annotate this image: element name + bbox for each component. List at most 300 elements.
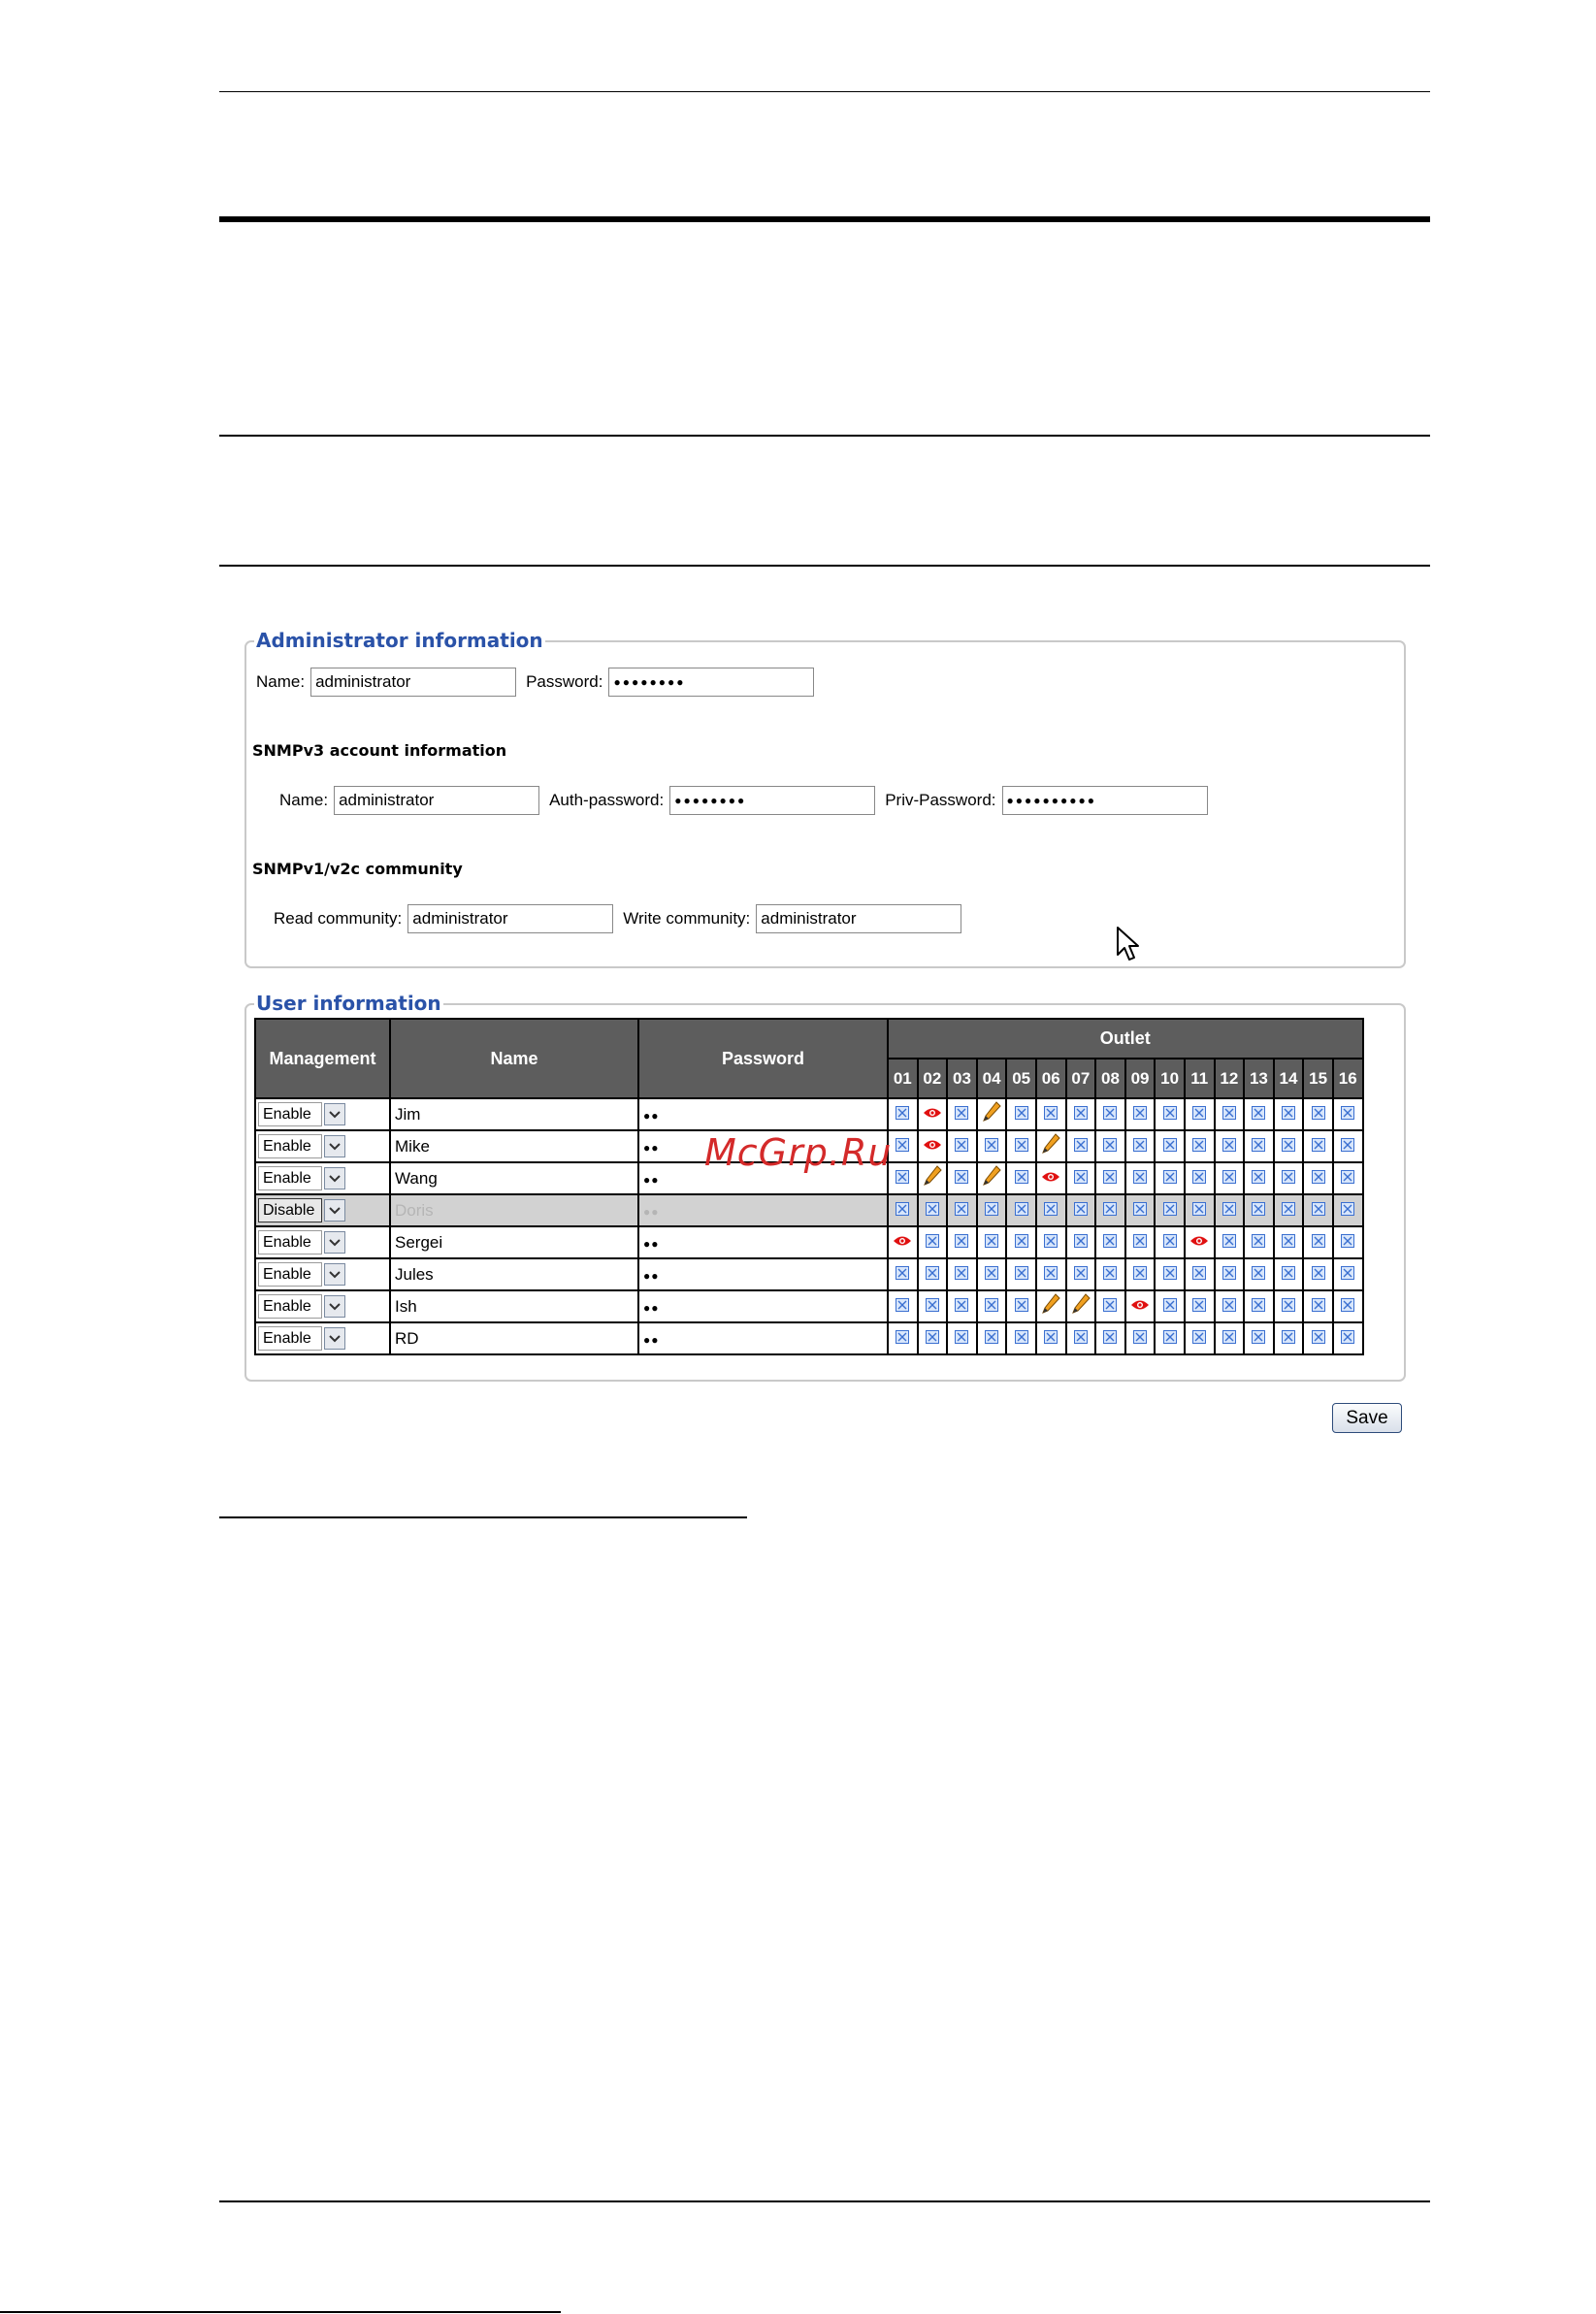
deny-checkbox-icon[interactable] xyxy=(1312,1201,1325,1221)
priv-password-input[interactable]: ●●●●●●●●●● xyxy=(1002,786,1208,815)
deny-checkbox-icon[interactable] xyxy=(1163,1297,1177,1317)
outlet-permission-cell xyxy=(1155,1098,1185,1130)
deny-checkbox-icon[interactable] xyxy=(1222,1105,1236,1124)
deny-checkbox-icon[interactable] xyxy=(1103,1297,1117,1317)
deny-checkbox-icon[interactable] xyxy=(1341,1265,1354,1285)
admin-row xyxy=(256,668,814,697)
user-password: ●● xyxy=(643,1236,660,1251)
outlet-permission-cell xyxy=(1036,1098,1066,1130)
outlet-number-header: 09 xyxy=(1125,1059,1156,1098)
outlet-permission-cell xyxy=(1274,1162,1304,1194)
write-community-input[interactable]: administrator xyxy=(756,904,961,933)
priv-password-label: Priv-Password: xyxy=(885,791,996,809)
admin-name-input[interactable]: administrator xyxy=(310,668,516,697)
deny-checkbox-icon[interactable] xyxy=(1312,1169,1325,1189)
chevron-down-icon[interactable] xyxy=(324,1327,345,1350)
outlet-permission-cell xyxy=(1244,1130,1274,1162)
outlet-permission-cell xyxy=(1274,1258,1304,1290)
deny-checkbox-icon[interactable] xyxy=(1103,1329,1117,1349)
chevron-down-icon[interactable] xyxy=(324,1199,345,1222)
outlet-permission-cell xyxy=(1095,1162,1125,1194)
outlet-permission-cell xyxy=(918,1130,948,1162)
outlet-permission-cell xyxy=(1095,1290,1125,1322)
deny-checkbox-icon[interactable] xyxy=(1192,1169,1206,1189)
outlet-permission-cell xyxy=(1333,1098,1363,1130)
user-name: Jules xyxy=(395,1264,434,1284)
outlet-permission-cell xyxy=(1006,1162,1036,1194)
deny-checkbox-icon[interactable] xyxy=(1133,1233,1147,1253)
outlet-permission-cell xyxy=(1303,1290,1333,1322)
deny-checkbox-icon[interactable] xyxy=(1015,1137,1028,1157)
pencil-icon[interactable] xyxy=(982,1165,1001,1191)
outlet-permission-cell xyxy=(1066,1162,1096,1194)
outlet-number-header: 14 xyxy=(1274,1059,1304,1098)
deny-checkbox-icon[interactable] xyxy=(1282,1169,1295,1189)
outlet-permission-cell xyxy=(1095,1322,1125,1354)
deny-checkbox-icon[interactable] xyxy=(1163,1201,1177,1221)
deny-checkbox-icon[interactable] xyxy=(1282,1297,1295,1317)
deny-checkbox-icon[interactable] xyxy=(955,1297,968,1317)
deny-checkbox-icon[interactable] xyxy=(926,1329,939,1349)
deny-checkbox-icon[interactable] xyxy=(955,1169,968,1189)
deny-checkbox-icon[interactable] xyxy=(985,1265,998,1285)
outlet-number-header: 13 xyxy=(1244,1059,1274,1098)
eye-icon[interactable] xyxy=(1130,1297,1150,1317)
outlet-number-header: 11 xyxy=(1185,1059,1215,1098)
deny-checkbox-icon[interactable] xyxy=(1133,1105,1147,1124)
deny-checkbox-icon[interactable] xyxy=(1133,1201,1147,1221)
outlet-permission-cell xyxy=(1006,1130,1036,1162)
user-password-cell[interactable] xyxy=(638,1194,888,1226)
outlet-permission-cell xyxy=(1215,1162,1245,1194)
outlet-permission-cell xyxy=(1215,1322,1245,1354)
admin-password-input[interactable]: ●●●●●●●● xyxy=(608,668,814,697)
management-cell xyxy=(255,1226,390,1258)
deny-checkbox-icon[interactable] xyxy=(1015,1233,1028,1253)
deny-checkbox-icon[interactable] xyxy=(1252,1265,1265,1285)
deny-checkbox-icon[interactable] xyxy=(1015,1105,1028,1124)
user-name-cell[interactable] xyxy=(390,1162,638,1194)
write-community-label: Write community: xyxy=(623,909,751,928)
outlet-permission-cell xyxy=(1303,1194,1333,1226)
outlet-permission-cell xyxy=(947,1098,977,1130)
deny-checkbox-icon[interactable] xyxy=(1282,1201,1295,1221)
user-name-cell[interactable] xyxy=(390,1226,638,1258)
snmpv3-name-input[interactable]: administrator xyxy=(334,786,539,815)
eye-icon[interactable] xyxy=(1041,1169,1060,1189)
management-select-value: Enable xyxy=(258,1166,322,1190)
deny-checkbox-icon[interactable] xyxy=(1282,1265,1295,1285)
deny-checkbox-icon[interactable] xyxy=(1133,1265,1147,1285)
user-password: ●● xyxy=(643,1140,660,1155)
deny-checkbox-icon[interactable] xyxy=(1044,1329,1058,1349)
deny-checkbox-icon[interactable] xyxy=(1074,1105,1088,1124)
deny-checkbox-icon[interactable] xyxy=(1312,1137,1325,1157)
outlet-permission-cell xyxy=(918,1162,948,1194)
user-info-legend: User information xyxy=(256,992,441,1015)
section-rule-1 xyxy=(219,435,1430,437)
snmpv3-row xyxy=(279,786,1208,815)
outlet-permission-cell xyxy=(1185,1258,1215,1290)
outlet-permission-cell xyxy=(1215,1290,1245,1322)
deny-checkbox-icon[interactable] xyxy=(1103,1233,1117,1253)
deny-checkbox-icon[interactable] xyxy=(985,1201,998,1221)
deny-checkbox-icon[interactable] xyxy=(896,1265,909,1285)
outlet-permission-cell xyxy=(977,1290,1007,1322)
management-select[interactable] xyxy=(258,1230,345,1255)
pencil-icon[interactable] xyxy=(982,1101,1001,1127)
outlet-permission-cell xyxy=(977,1162,1007,1194)
management-select[interactable] xyxy=(258,1262,345,1287)
deny-checkbox-icon[interactable] xyxy=(1341,1105,1354,1124)
outlet-permission-cell xyxy=(1006,1258,1036,1290)
outlet-permission-cell xyxy=(1036,1290,1066,1322)
read-community-input[interactable]: administrator xyxy=(407,904,613,933)
deny-checkbox-icon[interactable] xyxy=(896,1169,909,1189)
deny-checkbox-icon[interactable] xyxy=(1163,1265,1177,1285)
outlet-permission-cell xyxy=(1303,1098,1333,1130)
outlet-number-header: 05 xyxy=(1006,1059,1036,1098)
management-select[interactable] xyxy=(258,1294,345,1319)
deny-checkbox-icon[interactable] xyxy=(1252,1329,1265,1349)
deny-checkbox-icon[interactable] xyxy=(1222,1169,1236,1189)
management-select[interactable] xyxy=(258,1134,345,1158)
deny-checkbox-icon[interactable] xyxy=(1341,1297,1354,1317)
user-name: Ish xyxy=(395,1296,417,1316)
outlet-permission-cell xyxy=(1303,1130,1333,1162)
deny-checkbox-icon[interactable] xyxy=(1163,1233,1177,1253)
auth-password-label: Auth-password: xyxy=(549,791,665,809)
outlet-permission-cell xyxy=(1185,1162,1215,1194)
outlet-permission-cell xyxy=(1125,1322,1156,1354)
user-name-cell[interactable] xyxy=(390,1130,638,1162)
user-name: Wang xyxy=(395,1168,438,1188)
outlet-permission-cell xyxy=(1303,1226,1333,1258)
outlet-permission-cell xyxy=(947,1322,977,1354)
deny-checkbox-icon[interactable] xyxy=(955,1233,968,1253)
snmpv3-name-label: Name: xyxy=(279,791,329,809)
outlet-permission-cell xyxy=(947,1130,977,1162)
outlet-permission-cell xyxy=(1185,1226,1215,1258)
deny-checkbox-icon[interactable] xyxy=(1222,1265,1236,1285)
outlet-permission-cell xyxy=(977,1226,1007,1258)
user-row xyxy=(255,1322,1363,1354)
snmpv1-row xyxy=(274,904,961,933)
outlet-permission-cell xyxy=(1006,1322,1036,1354)
deny-checkbox-icon[interactable] xyxy=(896,1329,909,1349)
user-password-cell[interactable] xyxy=(638,1098,888,1130)
user-table xyxy=(254,1018,1364,1355)
management-header: Management xyxy=(255,1019,390,1098)
outlet-number-header: 07 xyxy=(1066,1059,1096,1098)
deny-checkbox-icon[interactable] xyxy=(1312,1265,1325,1285)
outlet-permission-cell xyxy=(1333,1226,1363,1258)
footnote-rule xyxy=(219,1516,747,1518)
deny-checkbox-icon[interactable] xyxy=(926,1201,939,1221)
user-password: ●● xyxy=(643,1204,660,1219)
outlet-permission-cell xyxy=(1185,1098,1215,1130)
eye-icon[interactable] xyxy=(1189,1233,1209,1253)
deny-checkbox-icon[interactable] xyxy=(1044,1265,1058,1285)
deny-checkbox-icon[interactable] xyxy=(955,1265,968,1285)
deny-checkbox-icon[interactable] xyxy=(896,1297,909,1317)
outlet-permission-cell xyxy=(1155,1290,1185,1322)
management-select[interactable] xyxy=(258,1102,345,1126)
outlet-permission-cell xyxy=(1095,1130,1125,1162)
deny-checkbox-icon[interactable] xyxy=(1163,1105,1177,1124)
management-select-value: Enable xyxy=(258,1262,322,1287)
outlet-permission-cell xyxy=(1244,1162,1274,1194)
outlet-permission-cell xyxy=(1244,1258,1274,1290)
name-header: Name xyxy=(390,1019,638,1098)
outlet-permission-cell xyxy=(1244,1226,1274,1258)
deny-checkbox-icon[interactable] xyxy=(1103,1137,1117,1157)
outlet-permission-cell xyxy=(1155,1226,1185,1258)
outlet-permission-cell xyxy=(977,1194,1007,1226)
deny-checkbox-icon[interactable] xyxy=(1074,1137,1088,1157)
deny-checkbox-icon[interactable] xyxy=(1312,1297,1325,1317)
deny-checkbox-icon[interactable] xyxy=(1252,1201,1265,1221)
chevron-down-icon[interactable] xyxy=(324,1295,345,1318)
outlet-permission-cell xyxy=(888,1098,918,1130)
deny-checkbox-icon[interactable] xyxy=(1252,1137,1265,1157)
deny-checkbox-icon[interactable] xyxy=(1222,1201,1236,1221)
outlet-permission-cell xyxy=(1215,1130,1245,1162)
chapter-rule xyxy=(219,216,1430,222)
user-row xyxy=(255,1098,1363,1130)
deny-checkbox-icon[interactable] xyxy=(1074,1169,1088,1189)
user-name-cell[interactable] xyxy=(390,1258,638,1290)
deny-checkbox-icon[interactable] xyxy=(1074,1233,1088,1253)
deny-checkbox-icon[interactable] xyxy=(1015,1297,1028,1317)
deny-checkbox-icon[interactable] xyxy=(1133,1169,1147,1189)
outlet-permission-cell xyxy=(1333,1290,1363,1322)
outlet-number-header: 06 xyxy=(1036,1059,1066,1098)
outlet-permission-cell xyxy=(1006,1290,1036,1322)
outlet-permission-cell xyxy=(1274,1322,1304,1354)
outlet-permission-cell xyxy=(1244,1098,1274,1130)
deny-checkbox-icon[interactable] xyxy=(896,1137,909,1157)
deny-checkbox-icon[interactable] xyxy=(896,1105,909,1124)
pencil-icon[interactable] xyxy=(1041,1133,1060,1159)
outlet-permission-cell xyxy=(1036,1194,1066,1226)
outlet-permission-cell xyxy=(1066,1130,1096,1162)
outlet-permission-cell xyxy=(1066,1290,1096,1322)
deny-checkbox-icon[interactable] xyxy=(926,1297,939,1317)
deny-checkbox-icon[interactable] xyxy=(1312,1329,1325,1349)
page-edge-rule xyxy=(0,2311,561,2313)
outlet-permission-cell xyxy=(1215,1194,1245,1226)
auth-password-input[interactable]: ●●●●●●●● xyxy=(669,786,875,815)
outlet-permission-cell xyxy=(1215,1258,1245,1290)
deny-checkbox-icon[interactable] xyxy=(1192,1329,1206,1349)
deny-checkbox-icon[interactable] xyxy=(1282,1137,1295,1157)
outlet-number-header: 01 xyxy=(888,1059,918,1098)
outlet-header: Outlet xyxy=(888,1019,1363,1059)
eye-icon[interactable] xyxy=(923,1105,942,1124)
deny-checkbox-icon[interactable] xyxy=(1192,1105,1206,1124)
management-cell xyxy=(255,1258,390,1290)
deny-checkbox-icon[interactable] xyxy=(1192,1297,1206,1317)
deny-checkbox-icon[interactable] xyxy=(1252,1233,1265,1253)
deny-checkbox-icon[interactable] xyxy=(1341,1169,1354,1189)
deny-checkbox-icon[interactable] xyxy=(1222,1297,1236,1317)
watermark: McGrp.Ru xyxy=(704,1131,893,1174)
deny-checkbox-icon[interactable] xyxy=(1015,1265,1028,1285)
chevron-down-icon[interactable] xyxy=(324,1231,345,1254)
administrator-info-legend: Administrator information xyxy=(256,629,543,652)
eye-icon[interactable] xyxy=(893,1233,912,1253)
deny-checkbox-icon[interactable] xyxy=(955,1329,968,1349)
deny-checkbox-icon[interactable] xyxy=(1103,1265,1117,1285)
chevron-down-icon[interactable] xyxy=(324,1135,345,1157)
chevron-down-icon[interactable] xyxy=(324,1103,345,1125)
deny-checkbox-icon[interactable] xyxy=(1015,1201,1028,1221)
deny-checkbox-icon[interactable] xyxy=(1282,1105,1295,1124)
user-name: Jim xyxy=(395,1104,421,1124)
deny-checkbox-icon[interactable] xyxy=(1341,1137,1354,1157)
deny-checkbox-icon[interactable] xyxy=(1074,1329,1088,1349)
outlet-permission-cell xyxy=(1244,1322,1274,1354)
user-password-cell[interactable] xyxy=(638,1226,888,1258)
deny-checkbox-icon[interactable] xyxy=(1103,1201,1117,1221)
deny-checkbox-icon[interactable] xyxy=(985,1297,998,1317)
outlet-permission-cell xyxy=(888,1322,918,1354)
deny-checkbox-icon[interactable] xyxy=(1103,1169,1117,1189)
management-cell xyxy=(255,1194,390,1226)
user-name-cell[interactable] xyxy=(390,1322,638,1354)
outlet-number-header: 10 xyxy=(1155,1059,1185,1098)
outlet-permission-cell xyxy=(1155,1322,1185,1354)
user-password-cell[interactable] xyxy=(638,1258,888,1290)
outlet-permission-cell xyxy=(1006,1194,1036,1226)
management-select-value: Enable xyxy=(258,1230,322,1255)
eye-icon[interactable] xyxy=(923,1137,942,1157)
deny-checkbox-icon[interactable] xyxy=(1163,1329,1177,1349)
deny-checkbox-icon[interactable] xyxy=(926,1265,939,1285)
outlet-permission-cell xyxy=(1006,1226,1036,1258)
deny-checkbox-icon[interactable] xyxy=(1163,1137,1177,1157)
outlet-permission-cell xyxy=(1244,1290,1274,1322)
outlet-permission-cell xyxy=(1125,1130,1156,1162)
deny-checkbox-icon[interactable] xyxy=(1341,1233,1354,1253)
chevron-down-icon[interactable] xyxy=(324,1263,345,1286)
deny-checkbox-icon[interactable] xyxy=(1222,1233,1236,1253)
administrator-info-panel xyxy=(244,629,1406,968)
pencil-icon[interactable] xyxy=(1041,1293,1060,1320)
outlet-permission-cell xyxy=(1125,1098,1156,1130)
outlet-permission-cell xyxy=(1155,1130,1185,1162)
outlet-permission-cell xyxy=(1215,1226,1245,1258)
user-password-cell[interactable] xyxy=(638,1322,888,1354)
user-password-cell[interactable] xyxy=(638,1290,888,1322)
deny-checkbox-icon[interactable] xyxy=(1192,1137,1206,1157)
pencil-icon[interactable] xyxy=(1071,1293,1091,1320)
deny-checkbox-icon[interactable] xyxy=(1282,1329,1295,1349)
deny-checkbox-icon[interactable] xyxy=(1252,1169,1265,1189)
outlet-permission-cell xyxy=(1185,1194,1215,1226)
deny-checkbox-icon[interactable] xyxy=(955,1137,968,1157)
deny-checkbox-icon[interactable] xyxy=(985,1329,998,1349)
user-name-cell[interactable] xyxy=(390,1098,638,1130)
outlet-permission-cell xyxy=(888,1162,918,1194)
deny-checkbox-icon[interactable] xyxy=(926,1233,939,1253)
outlet-permission-cell xyxy=(977,1130,1007,1162)
deny-checkbox-icon[interactable] xyxy=(1044,1201,1058,1221)
outlet-permission-cell xyxy=(888,1290,918,1322)
deny-checkbox-icon[interactable] xyxy=(1133,1329,1147,1349)
outlet-permission-cell xyxy=(977,1098,1007,1130)
deny-checkbox-icon[interactable] xyxy=(1222,1329,1236,1349)
deny-checkbox-icon[interactable] xyxy=(1074,1265,1088,1285)
deny-checkbox-icon[interactable] xyxy=(1222,1137,1236,1157)
deny-checkbox-icon[interactable] xyxy=(1074,1201,1088,1221)
admin-password-label: Password: xyxy=(526,672,603,691)
pencil-icon[interactable] xyxy=(923,1165,942,1191)
deny-checkbox-icon[interactable] xyxy=(955,1201,968,1221)
deny-checkbox-icon[interactable] xyxy=(1341,1201,1354,1221)
deny-checkbox-icon[interactable] xyxy=(1015,1329,1028,1349)
deny-checkbox-icon[interactable] xyxy=(1341,1329,1354,1349)
password-header: Password xyxy=(638,1019,888,1098)
outlet-number-header: 02 xyxy=(918,1059,948,1098)
outlet-permission-cell xyxy=(888,1226,918,1258)
deny-checkbox-icon[interactable] xyxy=(1163,1169,1177,1189)
deny-checkbox-icon[interactable] xyxy=(1252,1105,1265,1124)
outlet-number-header: 16 xyxy=(1333,1059,1363,1098)
outlet-permission-cell xyxy=(1036,1130,1066,1162)
management-cell xyxy=(255,1098,390,1130)
user-name-cell[interactable] xyxy=(390,1194,638,1226)
management-select[interactable] xyxy=(258,1326,345,1351)
deny-checkbox-icon[interactable] xyxy=(985,1137,998,1157)
deny-checkbox-icon[interactable] xyxy=(896,1201,909,1221)
save-button[interactable]: Save xyxy=(1332,1403,1402,1433)
outlet-permission-cell xyxy=(888,1130,918,1162)
user-name: Sergei xyxy=(395,1232,443,1252)
deny-checkbox-icon[interactable] xyxy=(1312,1105,1325,1124)
outlet-permission-cell xyxy=(1333,1162,1363,1194)
deny-checkbox-icon[interactable] xyxy=(1044,1233,1058,1253)
deny-checkbox-icon[interactable] xyxy=(1103,1105,1117,1124)
deny-checkbox-icon[interactable] xyxy=(1133,1137,1147,1157)
management-select[interactable] xyxy=(258,1198,345,1222)
read-community-label: Read community: xyxy=(274,909,403,928)
deny-checkbox-icon[interactable] xyxy=(1282,1233,1295,1253)
deny-checkbox-icon[interactable] xyxy=(985,1233,998,1253)
deny-checkbox-icon[interactable] xyxy=(1252,1297,1265,1317)
user-name-cell[interactable] xyxy=(390,1290,638,1322)
deny-checkbox-icon[interactable] xyxy=(1312,1233,1325,1253)
management-select[interactable] xyxy=(258,1166,345,1190)
outlet-permission-cell xyxy=(888,1258,918,1290)
deny-checkbox-icon[interactable] xyxy=(955,1105,968,1124)
outlet-permission-cell xyxy=(947,1226,977,1258)
outlet-permission-cell xyxy=(1274,1130,1304,1162)
management-select-value: Enable xyxy=(258,1134,322,1158)
outlet-permission-cell xyxy=(1333,1194,1363,1226)
outlet-number-header: 12 xyxy=(1215,1059,1245,1098)
user-row xyxy=(255,1226,1363,1258)
deny-checkbox-icon[interactable] xyxy=(1015,1169,1028,1189)
chevron-down-icon[interactable] xyxy=(324,1167,345,1190)
management-cell xyxy=(255,1290,390,1322)
user-row xyxy=(255,1194,1363,1226)
deny-checkbox-icon[interactable] xyxy=(1044,1105,1058,1124)
deny-checkbox-icon[interactable] xyxy=(1192,1201,1206,1221)
outlet-permission-cell xyxy=(1036,1226,1066,1258)
deny-checkbox-icon[interactable] xyxy=(1192,1265,1206,1285)
